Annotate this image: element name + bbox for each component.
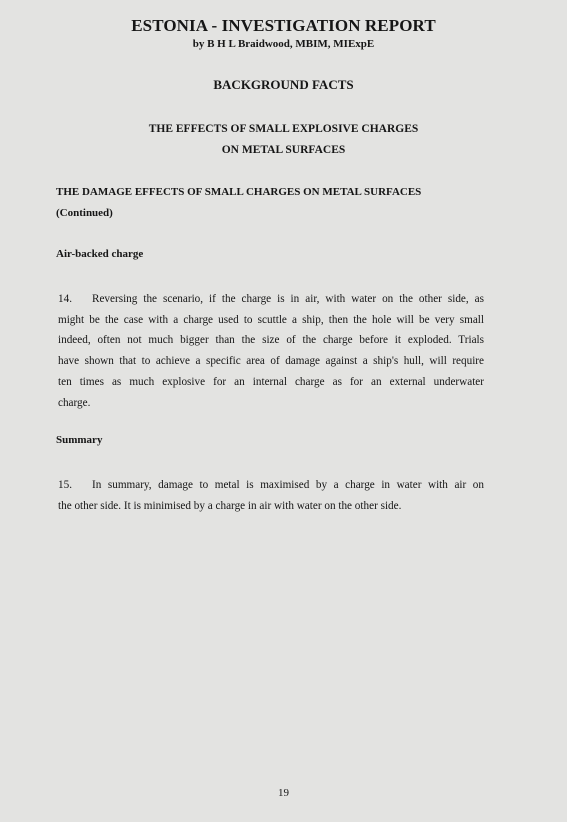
paragraph-text: In summary, damage to metal is maximised by a charge in water with air on [92,479,484,491]
topic-title-line-1: THE EFFECTS OF SMALL EXPLOSIVE CHARGES [148,123,419,135]
paragraph-text: Reversing the scenario, if the charge is in air, with water on the other side, as [92,293,484,305]
block-heading-line-2: (Continued) [56,207,113,219]
paragraph-14-line [58,292,484,306]
report-author: by B H L Braidwood, MBIM, MIExpE [192,38,375,50]
paragraph-14-line: charge. [58,397,91,409]
section-heading: BACKGROUND FACTS [213,77,354,92]
page-number: 19 [278,787,289,799]
paragraph-number: 15. [58,479,72,491]
paragraph-15-line: the other side. It is minimised by a charge in air with water on the other side. [58,500,402,512]
paragraph-14-line: indeed, often not much bigger than the size of the charge before it exploded. Trials [58,334,484,346]
report-title: ESTONIA - INVESTIGATION REPORT [131,16,436,35]
summary-heading: Summary [56,434,103,446]
air-backed-heading: Air-backed charge [56,248,144,260]
paragraph-14-line: ten times as much explosive for an internal charge as for an external underwater [58,376,484,388]
topic-title-line-2: ON METAL SURFACES [221,144,346,156]
paragraph-14-line: might be the case with a charge used to scuttle a ship, then the hole will be very small [58,314,484,326]
paragraph-14-line: have shown that to achieve a specific area of damage against a ship's hull, will require [58,355,484,367]
block-heading-line-1: THE DAMAGE EFFECTS OF SMALL CHARGES ON METAL SURFACES [56,186,422,198]
paragraph-number: 14. [58,293,72,305]
paragraph-15-line [58,478,484,492]
